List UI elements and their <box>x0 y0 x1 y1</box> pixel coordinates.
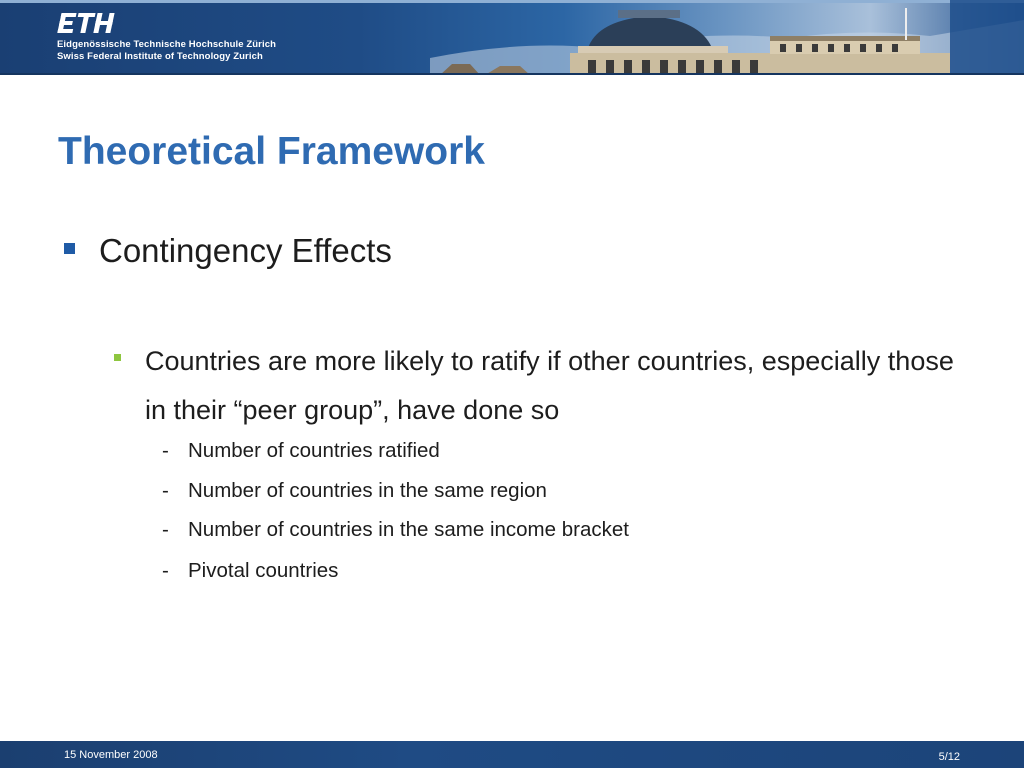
eth-logo-icon <box>57 11 117 35</box>
page-number: 5/12 <box>938 751 960 763</box>
sub-item <box>162 516 629 544</box>
sub-item-text: Number of countries in the same region <box>188 479 547 502</box>
sub-item-text: Number of countries in the same income bracket <box>188 518 629 541</box>
sub-item <box>162 557 338 585</box>
institution-name-german: Eidgenössische Technische Hochschule Zürich <box>57 39 276 50</box>
dash-bullet: - <box>162 439 169 462</box>
slide-title: Theoretical Framework <box>58 130 485 173</box>
footer-bar <box>0 741 1024 768</box>
banner-bottom-rule <box>0 73 1024 75</box>
dash-bullet: - <box>162 518 169 541</box>
dash-bullet: - <box>162 479 169 502</box>
bullet-level1-text: Contingency Effects <box>99 232 392 269</box>
eth-main-building-image <box>0 0 1024 75</box>
sub-item <box>162 437 440 465</box>
footer-date: 15 November 2008 <box>64 749 158 761</box>
institution-name-english: Swiss Federal Institute of Technology Zurich <box>57 51 263 62</box>
dash-bullet: - <box>162 559 169 582</box>
bullet-level2-text: Countries are more likely to ratify if other countries, especially those in their “peer group”, have done so <box>145 346 954 425</box>
sub-item <box>162 477 547 505</box>
blue-square-bullet-icon <box>64 243 75 254</box>
sub-item-text: Number of countries ratified <box>188 439 440 462</box>
header-banner <box>0 0 1024 75</box>
green-square-bullet-icon <box>114 354 121 361</box>
sub-item-text: Pivotal countries <box>188 559 339 582</box>
